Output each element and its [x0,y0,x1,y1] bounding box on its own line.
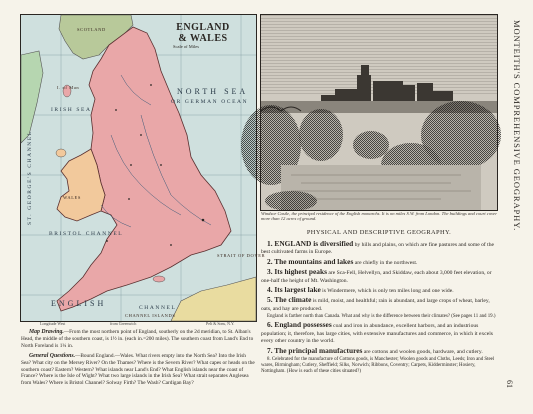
map-drawing-label: Map Drawing. [29,329,64,335]
section-heading: PHYSICAL AND DESCRIPTIVE GEOGRAPHY. [306,229,452,236]
paragraph-4-lead: 4. Its largest lake [267,285,321,295]
paragraph-2-rest: are chiefly in the northwest. [353,259,418,266]
paragraph-5 [261,296,499,313]
general-questions-text: —Bound England.—Wales. What rivers empty into the North Sea? Into the Irish Sea? What city on the Mersey River? On the Thames? Where is the Severn River? What capes or heads on the southern coast? Eastern? Western? What islands near Land's End? What English islands near the coast of France? Where is the Isle of Wight? What two large islands in the Irish Sea? What strait separates Anglesea from Wales? Where is Bristol Channel? Solway Firth? The Wash? Cardigan Bay? [21,352,255,387]
paragraph-1 [261,240,499,257]
map-scale-label: Scale of Miles [173,44,199,49]
anglesey-shape [56,149,66,157]
label-st-georges-channel: ST. GEORGE'S CHANNEL [27,130,33,225]
physical-geography-text [261,240,499,377]
general-questions-label: General Questions. [29,352,76,359]
climate-note-text: England is farther north than Canada. What and why is the difference between their climates? (See pages 11 and 19.) [267,314,496,320]
label-strait-of-dover: STRAIT OF DOVER [217,253,266,258]
paragraph-1-lead: 1. ENGLAND is diversified [267,239,354,248]
paragraph-8 [261,357,499,376]
paragraph-3-rest: are Sca-Fell, Helvellyn, and Skiddaw, each about 3,000 feet elevation, or one-half the height of Mt. Washington. [261,270,492,284]
paragraph-3-lead: 3. Its highest peaks [267,267,327,277]
paragraph-6-rest: coal and iron in abundance, excellent harbors, and an industrious population; it, therefore, has large cities, with extensive manufactures and commerce, in which it excels every other country in the world. [261,323,493,345]
paragraph-7-rest: are cottons and woolen goods, hardware, and cutlery. [362,348,483,355]
paragraph-5-lead: 5. The climate [267,295,312,305]
map-graphic [21,15,256,321]
paragraph-4 [261,286,499,295]
label-bristol-channel: BRISTOL CHANNEL [49,231,124,237]
map-footer-middle: from Greenwich [110,321,137,326]
label-german-ocean: OR GERMAN OCEAN [171,99,249,105]
paragraph-1-rest: by hills and plains, on which are fine pastures and some of the best cultivated farms in Europe. [261,242,494,256]
book-running-title: MONTEITH'S COMPREHENSIVE GEOGRAPHY. [512,20,522,232]
label-isle-of-man: I. of Man [57,85,80,90]
map-footer-right: Pelt & Sons, N.Y. [206,321,235,326]
paragraph-2 [261,258,499,267]
isle-of-wight-shape [153,276,165,282]
paragraph-7-lead: 7. The principal manufactures [267,345,363,355]
label-english-channel: ENGLISH [51,299,107,308]
paragraph-2-lead: 2. The mountains and lakes [267,256,354,266]
paragraph-8-text: 8. Celebrated for the manufacture of Cottons goods, is Manchester; Woolen goods and Cloths, Leeds; Iron and Steel wares, Birmingham; Cutlery, Sheffield; Silks, Norwich; Ribbons, Coventry; Carpets, Kidderminster; Hosiery, Nottingham. (How is each of these cities situated?) [261,357,495,375]
paragraph-6-lead: 6. England possesses [267,320,332,330]
windsor-castle-engraving [260,14,498,211]
label-wales: WALES [63,195,81,200]
paragraph-3 [261,268,499,285]
paragraph-6 [261,321,499,345]
map-footer-left: Longitude West [40,321,66,326]
paragraph-4-rest: is Windermere, which is only ten miles long and one wide. [320,288,454,295]
map-title: ENGLAND & WALES [176,22,230,44]
ireland-region [21,51,43,143]
label-north-sea: NORTH SEA [177,87,249,96]
england-wales-map [20,14,266,322]
paragraph-5-rest: is mild, moist, and healthful; rain is abundant, and large crops of wheat, barley, oats, and hay are produced. [261,298,490,312]
label-irish-sea: IRISH SEA [51,107,92,113]
label-channel: CHANNEL [139,305,177,311]
map-drawing-paragraph [21,329,255,350]
paragraph-7 [261,347,499,356]
map-drawing-text: —From the most northern point of England, southerly on the 2d meridian, to St. Alban's Head, the middle of the southern coast, is 1½ in. (each in.=200 miles). The southern coast from Land's End to North Foreland is 1¼ in. [21,329,254,349]
engraving-graphic [261,15,497,210]
page-number: 61 [505,380,514,388]
engraving-caption: Windsor Castle, the principal residence of the English monarchs. It is on miles S.W. from London. The buildings and court cover more than 12 acres of ground. [261,211,498,222]
france-region [171,277,256,321]
label-scotland: SCOTLAND [77,27,106,32]
general-questions-paragraph [21,353,255,388]
map-questions-text [21,329,255,390]
label-channel-islands: CHANNEL ISLANDS [125,313,176,318]
